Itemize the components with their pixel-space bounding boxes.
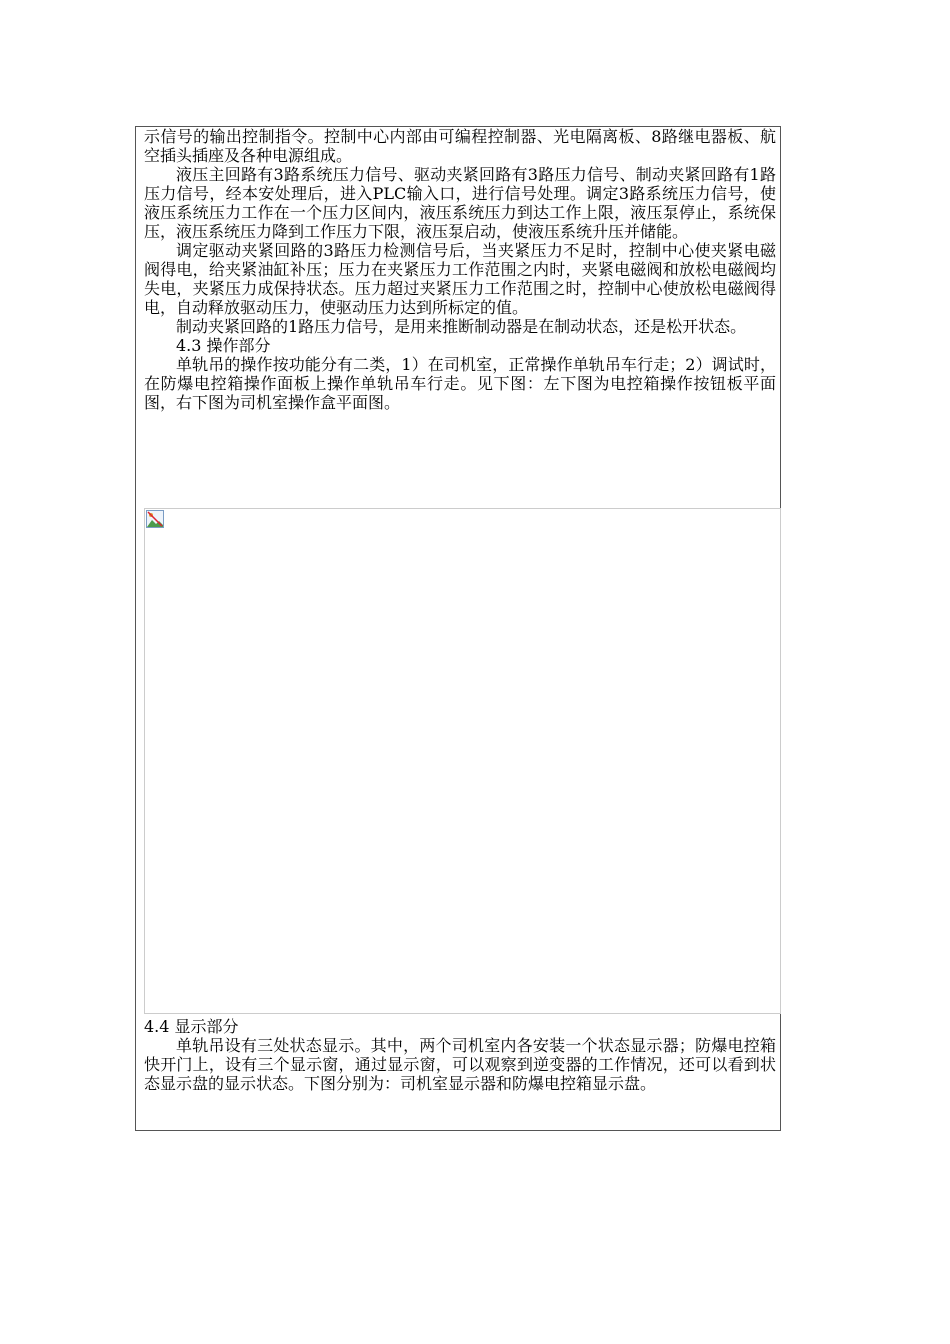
text-block-top [144, 127, 776, 412]
section-body-4-3: 单轨吊的操作按功能分有二类，1）在司机室，正常操作单轨吊车行走；2）调试时，在防爆电控箱操作面板上操作单轨吊车行走。见下图：左下图为电控箱操作按钮板平面图，右下图为司机室操作盒平面图。 [144, 355, 776, 412]
document-frame [135, 126, 781, 1131]
text-block-bottom [144, 1017, 776, 1093]
section-heading-4-4: 4.4 显示部分 [144, 1017, 239, 1036]
section-heading-4-3: 4.3 操作部分 [176, 336, 271, 355]
paragraph-1: 示信号的输出控制指令。控制中心内部由可编程控制器、光电隔离板、8路继电器板、航空插头插座及各种电源组成。 [144, 127, 776, 165]
image-placeholder [144, 508, 781, 1014]
paragraph-2: 液压主回路有3路系统压力信号、驱动夹紧回路有3路压力信号、制动夹紧回路有1路压力信号，经本安处理后，进入PLC输入口，进行信号处理。调定3路系统压力信号，使液压系统压力工作在一个压力区间内，液压系统压力到达工作上限，液压泵停止，系统保压，液压系统压力降到工作压力下限，液压泵启动，使液压系统升压并储能。 [144, 165, 776, 241]
paragraph-3: 调定驱动夹紧回路的3路压力检测信号后，当夹紧压力不足时，控制中心使夹紧电磁阀得电，给夹紧油缸补压；压力在夹紧压力工作范围之内时，夹紧电磁阀和放松电磁阀均失电，夹紧压力成保持状态。压力超过夹紧压力工作范围之时，控制中心使放松电磁阀得电，自动释放驱动压力，使驱动压力达到所标定的值。 [144, 241, 776, 317]
broken-image-icon [146, 510, 164, 528]
section-body-4-4: 单轨吊设有三处状态显示。其中，两个司机室内各安装一个状态显示器；防爆电控箱快开门上，设有三个显示窗，通过显示窗，可以观察到逆变器的工作情况，还可以看到状态显示盘的显示状态。下图分别为：司机室显示器和防爆电控箱显示盘。 [144, 1036, 776, 1093]
paragraph-4: 制动夹紧回路的1路压力信号，是用来推断制动器是在制动状态，还是松开状态。 [176, 317, 747, 336]
